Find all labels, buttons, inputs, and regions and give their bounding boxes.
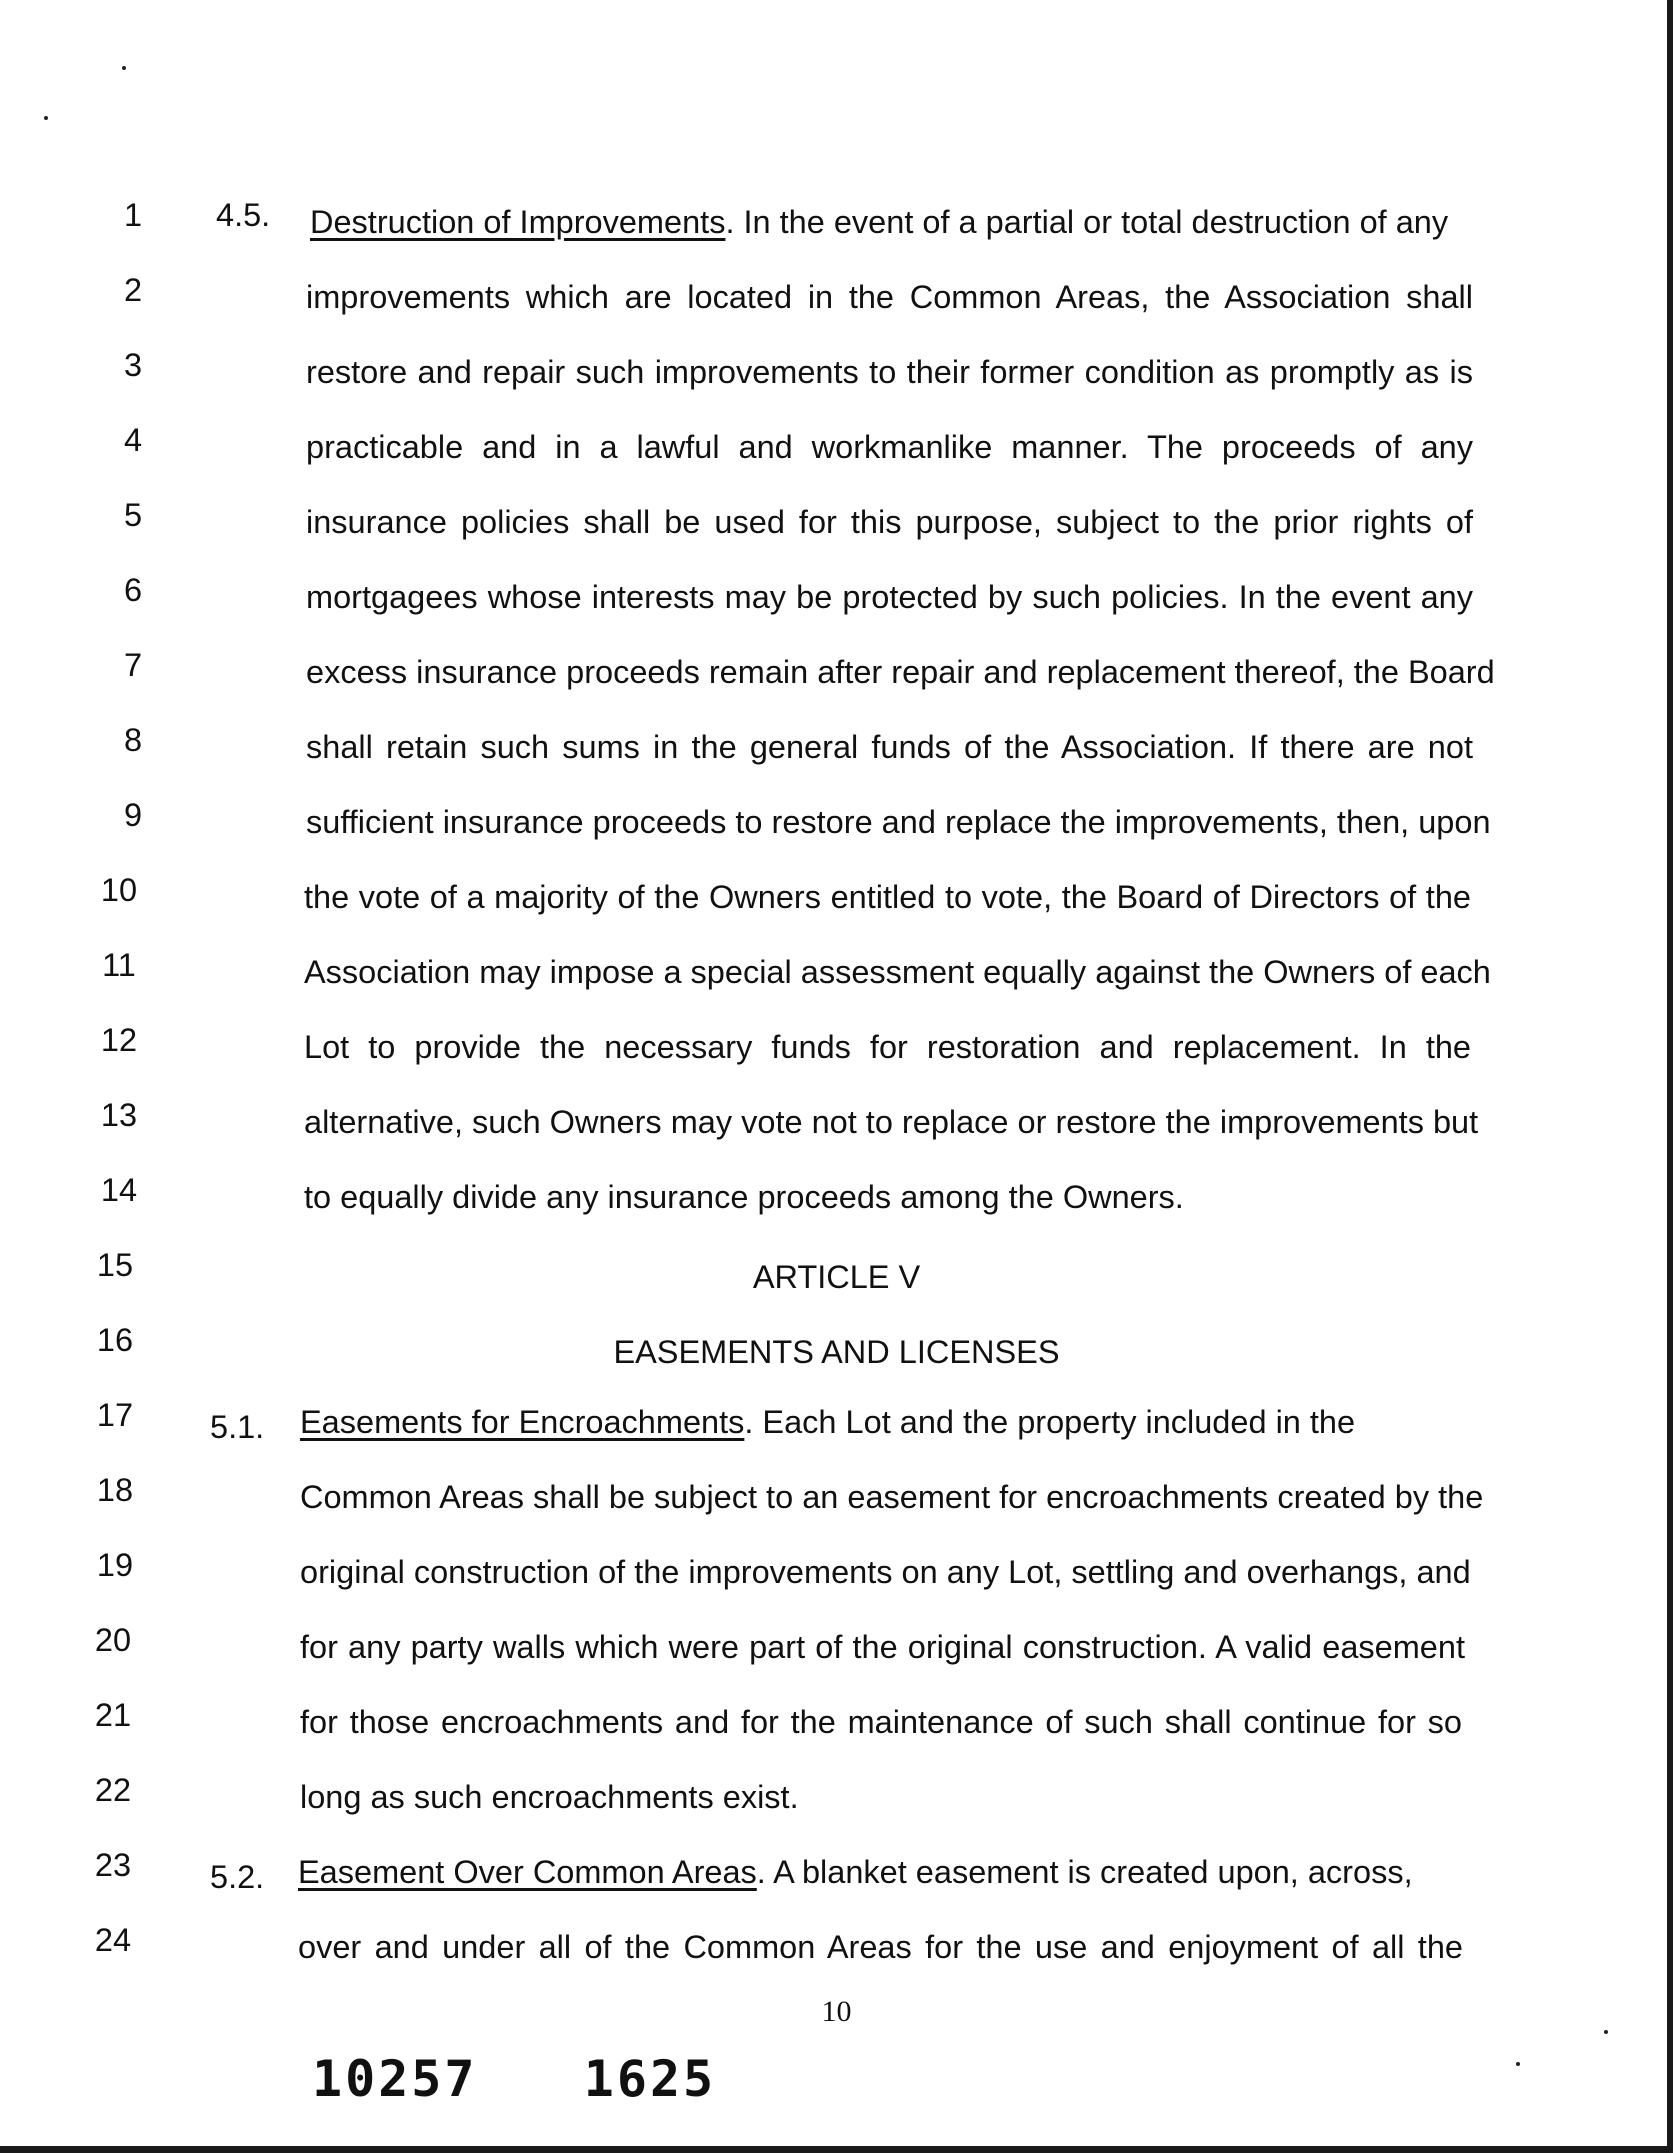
section-number: 5.2. bbox=[210, 1859, 265, 1895]
line-number: 6 bbox=[123, 572, 143, 608]
section-first-line-text: . A blanket easement is created upon, across, bbox=[756, 1854, 1413, 1890]
section-first-line-text: . Each Lot and the property included in the bbox=[744, 1404, 1356, 1440]
line-number: 15 bbox=[96, 1247, 134, 1283]
body-line: restore and repair such improvements to their former condition as promptly as is bbox=[306, 354, 1473, 390]
article-title: ARTICLE V bbox=[752, 1259, 921, 1295]
line-number: 4 bbox=[123, 422, 143, 458]
section-heading: Easement Over Common Areas bbox=[298, 1854, 757, 1890]
body-line: Common Areas shall be subject to an easement for encroachments created by the bbox=[300, 1479, 1484, 1515]
line-number: 2 bbox=[123, 272, 143, 308]
line-number: 10 bbox=[100, 872, 138, 908]
line-number: 5 bbox=[123, 497, 143, 533]
body-line: Association may impose a special assessment equally against the Owners of each bbox=[304, 954, 1491, 990]
body-line: the vote of a majority of the Owners entitled to vote, the Board of Directors of the bbox=[304, 879, 1471, 915]
line-number: 8 bbox=[123, 722, 143, 758]
body-line: to equally divide any insurance proceeds among the Owners. bbox=[304, 1179, 1184, 1215]
stamp-page-number: 1625 bbox=[583, 2050, 717, 2108]
body-line: sufficient insurance proceeds to restore and replace the improvements, then, upon bbox=[306, 804, 1491, 840]
line-number: 23 bbox=[94, 1847, 132, 1883]
scan-speck bbox=[1516, 2062, 1520, 2066]
line-number: 11 bbox=[102, 947, 136, 983]
line-number: 18 bbox=[96, 1472, 134, 1508]
line-number: 9 bbox=[123, 797, 143, 833]
line-number: 21 bbox=[94, 1697, 132, 1733]
body-line: mortgagees whose interests may be protected by such policies. In the event any bbox=[306, 579, 1473, 615]
body-line: over and under all of the Common Areas for the use and enjoyment of all the bbox=[298, 1929, 1463, 1965]
line-number: 12 bbox=[100, 1022, 138, 1058]
body-line: for those encroachments and for the maintenance of such shall continue for so bbox=[300, 1704, 1462, 1740]
body-line: Lot to provide the necessary funds for restoration and replacement. In the bbox=[304, 1029, 1471, 1065]
section-first-line bbox=[300, 1397, 1468, 1447]
line-number: 24 bbox=[94, 1922, 132, 1958]
article-subtitle: EASEMENTS AND LICENSES bbox=[613, 1334, 1060, 1370]
body-line: improvements which are located in the Common Areas, the Association shall bbox=[306, 279, 1473, 315]
section-heading: Easements for Encroachments bbox=[300, 1404, 745, 1440]
stamp-book-number: 10257 bbox=[312, 2050, 478, 2108]
scan-speck bbox=[1604, 2030, 1608, 2034]
line-number: 3 bbox=[123, 347, 143, 383]
body-line: excess insurance proceeds remain after repair and replacement thereof, the Board bbox=[306, 654, 1495, 690]
body-line: alternative, such Owners may vote not to replace or restore the improvements but bbox=[304, 1104, 1479, 1140]
scan-speck bbox=[122, 66, 126, 70]
line-number: 14 bbox=[100, 1172, 138, 1208]
section-heading: Destruction of Improvements bbox=[310, 204, 726, 240]
line-number: 7 bbox=[123, 647, 143, 683]
body-line: practicable and in a lawful and workmanlike manner. The proceeds of any bbox=[306, 429, 1473, 465]
section-number: 5.1. bbox=[210, 1409, 265, 1445]
page-number: 10 bbox=[821, 1995, 852, 2028]
body-line: long as such encroachments exist. bbox=[300, 1779, 799, 1815]
body-line: shall retain such sums in the general funds of the Association. If there are not bbox=[306, 729, 1473, 765]
line-number: 13 bbox=[100, 1097, 138, 1133]
body-line: original construction of the improvements on any Lot, settling and overhangs, and bbox=[300, 1554, 1471, 1590]
line-number: 17 bbox=[96, 1397, 134, 1433]
section-number: 4.5. bbox=[216, 197, 271, 233]
section-first-line-text: . In the event of a partial or total destruction of any bbox=[725, 204, 1449, 240]
scan-speck bbox=[44, 116, 48, 120]
body-line: insurance policies shall be used for this purpose, subject to the prior rights of bbox=[306, 504, 1473, 540]
line-number: 19 bbox=[96, 1547, 134, 1583]
body-line: for any party walls which were part of the original construction. A valid easement bbox=[300, 1629, 1465, 1665]
recording-stamp bbox=[312, 2050, 716, 2108]
line-number: 22 bbox=[94, 1772, 132, 1808]
section-first-line bbox=[310, 197, 1475, 247]
line-number: 20 bbox=[94, 1622, 132, 1658]
line-number: 1 bbox=[123, 197, 143, 233]
section-first-line bbox=[298, 1847, 1463, 1897]
line-number: 16 bbox=[96, 1322, 134, 1358]
